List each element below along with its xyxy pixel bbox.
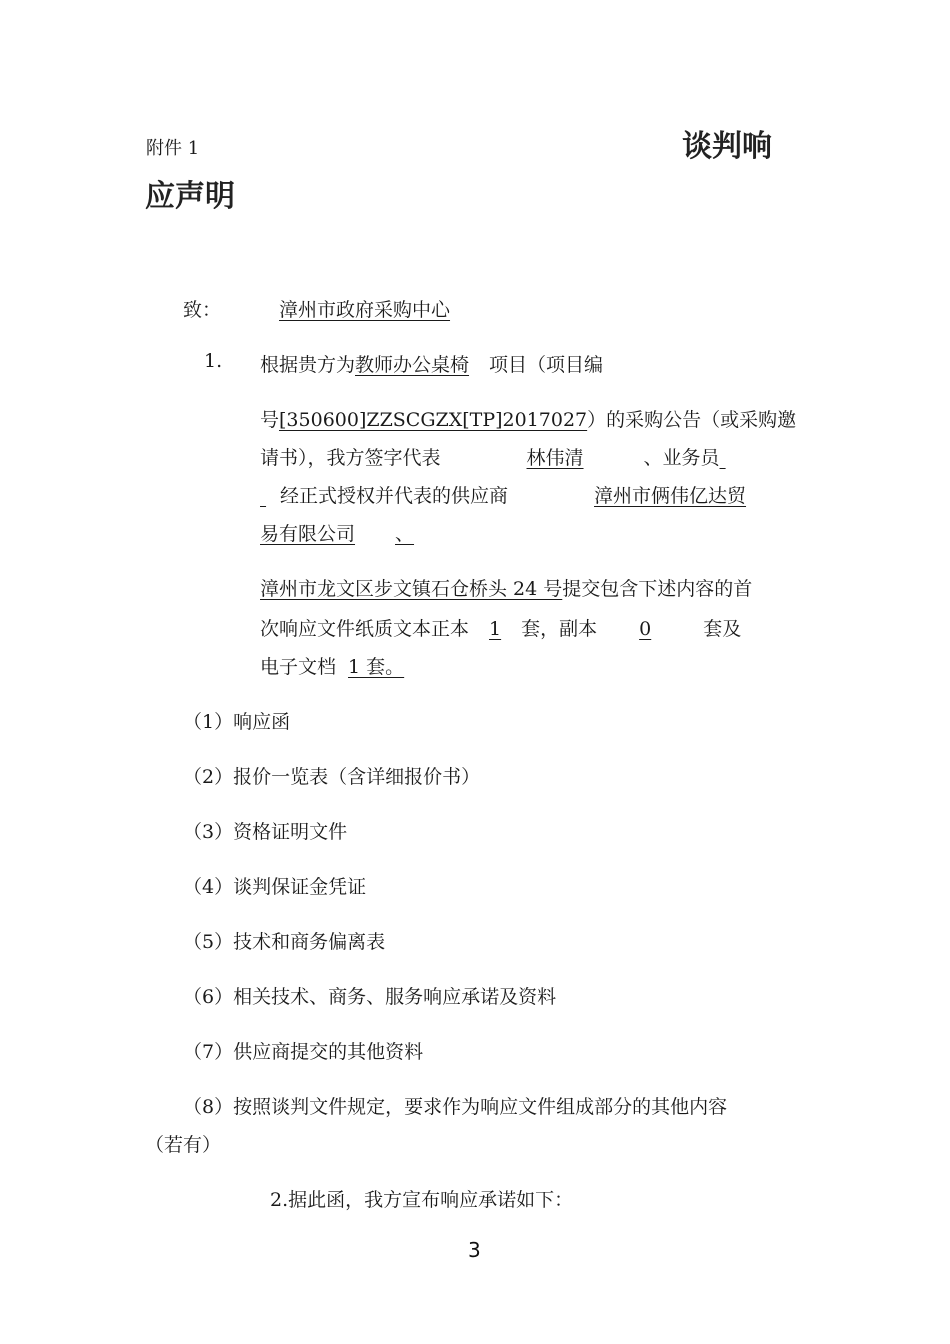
- copy-count: 0: [639, 618, 652, 640]
- para1-line6: 漳州市龙文区步文镇石仓桥头 24 号提交包含下述内容的首: [260, 578, 753, 600]
- list-item: （8）按照谈判文件规定，要求作为响应文件组成部分的其他内容: [183, 1096, 728, 1118]
- page-number: 3: [468, 1238, 481, 1262]
- list-item: （7）供应商提交的其他资料: [183, 1041, 424, 1063]
- para1-line1: 根据贵方为教师办公桌椅 项目（项目编: [260, 354, 604, 376]
- project-name: 教师办公桌椅: [355, 354, 470, 376]
- electronic-count: 1 套。: [348, 656, 405, 678]
- para1-line3: 请书），我方签字代表 林伟清 、业务员: [260, 447, 720, 469]
- document-title-part1: 谈判响: [682, 129, 772, 164]
- addressee-name: 漳州市政府采购中心: [279, 299, 451, 321]
- original-count: 1: [489, 618, 502, 640]
- list-item: （6）相关技术、商务、服务响应承诺及资料: [183, 986, 557, 1008]
- list-item: （2）报价一览表（含详细报价书）: [183, 766, 481, 788]
- supplier-name-a: 漳州市俩伟亿达贸: [594, 485, 747, 507]
- list-item: （4）谈判保证金凭证: [183, 876, 367, 898]
- para1-number: 1.: [204, 350, 223, 372]
- supplier-name-b: 易有限公司 、: [260, 523, 415, 545]
- representative-name: 林伟清: [526, 447, 584, 469]
- addressee-line: [183, 295, 450, 322]
- project-number: [350600]ZZSCGZX[TP]2017027: [279, 409, 588, 431]
- para1-line8: 电子文档 1 套。: [260, 652, 414, 679]
- list-item: （1）响应函: [183, 711, 291, 733]
- list-item: （5）技术和商务偏离表: [183, 931, 386, 953]
- para1-line5: [260, 519, 414, 546]
- addressee-prefix: 致：: [183, 299, 222, 321]
- para1-line7: 次响应文件纸质文本正本 1 套，副本 0 套及: [260, 618, 742, 640]
- document-title-part2: 应声明: [145, 179, 235, 214]
- attachment-label: 附件 1: [146, 138, 200, 159]
- supplier-address: 漳州市龙文区步文镇石仓桥头 24 号: [260, 578, 563, 600]
- list-item: （3）资格证明文件: [183, 821, 348, 843]
- para1-line2: 号[350600]ZZSCGZX[TP]2017027）的采购公告（或采购邀: [260, 409, 797, 431]
- para2: 2.据此函，我方宣布响应承诺如下：: [270, 1189, 574, 1211]
- list-item-continuation: （若有）: [145, 1134, 222, 1156]
- para1-line4: 经正式授权并代表的供应商 漳州市俩伟亿达贸: [280, 485, 747, 507]
